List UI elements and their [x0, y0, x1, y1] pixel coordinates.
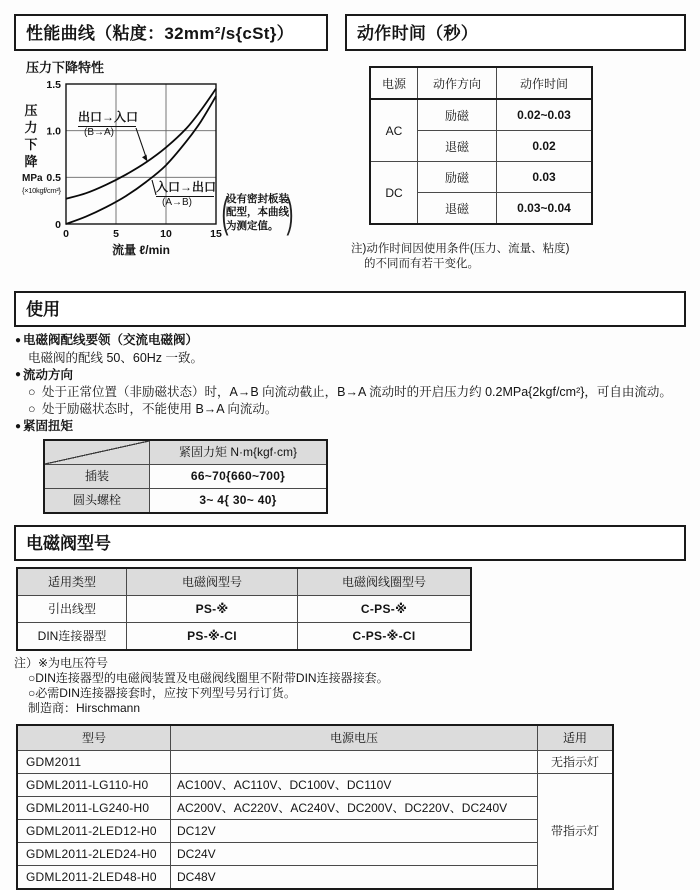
usage-flow-item-1 — [15, 384, 684, 400]
cell-coil-model: C-PS-※ — [298, 595, 472, 622]
y-tick-label: 1.5 — [46, 78, 61, 91]
cell-voltage: DC24V — [171, 842, 538, 865]
y-axis-char: 力 — [24, 120, 38, 135]
chart-canvas — [40, 78, 240, 248]
cell-direction: 励磁 — [418, 162, 497, 193]
table-row — [17, 750, 613, 773]
header-time: 动作时间 — [497, 67, 593, 99]
flow-item-text: 处于正常位置（非励磁状态）时，A→B 向流动截止，B→A 流动时的开启压力约 0.2MPa{2kgf/cm²}，可自由流动。 — [42, 385, 672, 399]
cell-time: 0.02~0.03 — [497, 99, 593, 131]
bullet-hollow-icon: ○ — [28, 402, 36, 416]
cell-power-ac: AC — [370, 99, 418, 162]
usage-bullet-torque — [15, 418, 684, 435]
y-axis-unit: MPa — [22, 173, 43, 184]
curve-label-b-to-a — [78, 108, 139, 138]
cell-indicator-merged: 带指示灯 — [538, 773, 614, 889]
table-row — [44, 488, 327, 513]
action-time-note — [351, 242, 686, 272]
cell-direction: 退磁 — [418, 131, 497, 162]
table-header-row — [44, 440, 327, 465]
y-tick-label: 0.5 — [46, 172, 61, 185]
action-time-table — [369, 66, 593, 225]
cell-voltage: DC48V — [171, 865, 538, 889]
performance-section — [14, 14, 330, 280]
bullet-solid-icon: ● — [15, 369, 22, 380]
x-tick-label: 15 — [210, 228, 222, 240]
torque-value-header: 紧固力矩 N·m{kgf·cm} — [150, 440, 328, 465]
side-note-line: 配型，本曲线 — [226, 206, 289, 219]
cell-model: GDML2011-LG240-H0 — [17, 796, 171, 819]
side-note-line: 为测定值。 — [226, 219, 279, 232]
torque-row-label: 圆头螺栓 — [44, 488, 150, 513]
performance-title: 性能曲线（粘度：32mm²/s{cSt}） — [14, 14, 328, 51]
cell-voltage — [171, 750, 538, 773]
cell-model: GDML2011-LG110-H0 — [17, 773, 171, 796]
torque-table — [43, 439, 328, 514]
note-line: 的不同而有若干变化。 — [364, 258, 479, 270]
bullet-hollow-icon: ○ — [28, 385, 36, 399]
x-tick-label: 10 — [160, 228, 172, 240]
table-row — [17, 622, 471, 650]
curve-label-text: 入口→出口 — [156, 178, 214, 197]
cell-direction: 励磁 — [418, 99, 497, 131]
x-tick-label: 5 — [113, 228, 119, 240]
chart-tick-labels — [46, 79, 222, 240]
usage-bullet-wiring — [15, 332, 684, 349]
cell-time: 0.03 — [497, 162, 593, 193]
header-apply-type: 适用类型 — [17, 568, 127, 596]
pressure-drop-chart — [22, 78, 330, 280]
cell-voltage: AC100V、AC110V、DC100V、DC110V — [171, 773, 538, 796]
flow-item-text: 处于励磁状态时，不能使用 B→A 向流动。 — [42, 402, 278, 416]
table-header-row — [17, 725, 613, 751]
cell-valve-model: PS-※-CI — [127, 622, 298, 650]
cell-valve-model: PS-※ — [127, 595, 298, 622]
x-tick-label: 0 — [63, 228, 69, 240]
y-axis-unit-sub: {×10kgf/cm²} — [22, 186, 61, 195]
header-indicator: 适用 — [538, 725, 614, 751]
cell-time: 0.02 — [497, 131, 593, 162]
cell-model: GDML2011-2LED12-H0 — [17, 819, 171, 842]
curve-label-subtext: (A→B) — [162, 197, 192, 208]
pressure-drop-subtitle: 压力下降特性 — [26, 60, 105, 75]
cell-indicator: 无指示灯 — [538, 750, 614, 773]
bullet-title: 电磁阀配线要领（交流电磁阀） — [23, 333, 199, 347]
y-axis-char: 下 — [24, 137, 38, 152]
torque-row-value: 3~ 4{ 30~ 40} — [150, 488, 328, 513]
cell-apply-type: DIN连接器型 — [17, 622, 127, 650]
callout-leader-b-to-a — [136, 128, 146, 157]
usage-body — [15, 332, 684, 514]
note-line: 注）※为电压符号 — [14, 655, 109, 670]
table-row — [17, 865, 613, 889]
manufacturer-line: 制造商：Hirschmann — [28, 700, 141, 715]
valve-type-table — [16, 567, 472, 651]
header-valve-model: 电磁阀型号 — [127, 568, 298, 596]
models-notes — [14, 656, 700, 716]
chart-side-note — [218, 190, 297, 236]
torque-row-value: 66~70{660~700} — [150, 464, 328, 488]
big-left-paren: ( — [221, 189, 229, 236]
cell-model: GDM2011 — [17, 750, 171, 773]
cell-coil-model: C-PS-※-CI — [298, 622, 472, 650]
table-row — [17, 773, 613, 796]
bullet-title: 紧固扭矩 — [23, 419, 74, 433]
usage-bullet-flow — [15, 367, 684, 384]
table-row — [44, 464, 327, 488]
usage-wiring-text: 电磁阀的配线 50、60Hz 一致。 — [28, 350, 204, 365]
cell-voltage: DC12V — [171, 819, 538, 842]
bullet-title: 流动方向 — [23, 367, 74, 382]
table-row — [370, 99, 592, 131]
header-coil-model: 电磁阀线圈型号 — [298, 568, 472, 596]
y-axis-char: 降 — [24, 154, 38, 169]
connector-model-table — [16, 724, 614, 890]
table-header-row — [17, 568, 471, 596]
table-row — [17, 819, 613, 842]
note-line: ○DIN连接器型的电磁阀装置及电磁阀线圈里不附带DIN连接器接套。 — [28, 670, 389, 685]
header-voltage: 电源电压 — [171, 725, 538, 751]
top-row — [0, 0, 700, 280]
y-tick-label: 1.0 — [46, 125, 61, 138]
bullet-solid-icon: ● — [15, 420, 22, 432]
cell-model: GDML2011-2LED24-H0 — [17, 842, 171, 865]
curve-label-subtext: (B→A) — [84, 127, 114, 138]
cell-model: GDML2011-2LED48-H0 — [17, 865, 171, 889]
usage-section-title: 使用 — [14, 291, 686, 327]
table-row — [17, 842, 613, 865]
side-note-text — [226, 193, 289, 234]
cell-apply-type: 引出线型 — [17, 595, 127, 622]
header-model: 型号 — [17, 725, 171, 751]
y-axis-char: 压 — [24, 103, 38, 118]
note-line: ○必需DIN连接器接套时，应按下列型号另行订货。 — [28, 685, 296, 700]
header-direction: 动作方向 — [418, 67, 497, 99]
action-time-title: 动作时间（秒） — [345, 14, 686, 51]
table-header-row — [370, 67, 592, 99]
models-section-title: 电磁阀型号 — [14, 525, 686, 561]
action-time-section — [345, 14, 686, 280]
cell-time: 0.03~0.04 — [497, 193, 593, 225]
bullet-solid-icon: ● — [15, 334, 22, 346]
table-row — [17, 796, 613, 819]
torque-row-label: 插装 — [44, 464, 150, 488]
cell-power-dc: DC — [370, 162, 418, 225]
curve-label-text: 出口→入口 — [78, 108, 136, 127]
table-row — [17, 595, 471, 622]
callout-arrowhead-b-to-a — [142, 155, 148, 162]
cell-direction: 退磁 — [418, 193, 497, 225]
usage-flow-item-2 — [15, 401, 684, 417]
note-line: 注)动作时间因使用条件(压力、流量、粘度) — [351, 243, 570, 255]
side-note-line: 设有密封板装 — [226, 192, 289, 205]
big-right-paren: ) — [286, 189, 294, 236]
torque-table-diagonal-cell — [44, 440, 150, 465]
cell-voltage: AC200V、AC220V、AC240V、DC200V、DC220V、DC240V — [171, 796, 538, 819]
curve-label-a-to-b — [156, 178, 217, 208]
chart-x-axis-label: 流量 ℓ/min — [112, 243, 170, 257]
header-power: 电源 — [370, 67, 418, 99]
table-row — [370, 162, 592, 193]
y-tick-label: 0 — [55, 218, 61, 231]
